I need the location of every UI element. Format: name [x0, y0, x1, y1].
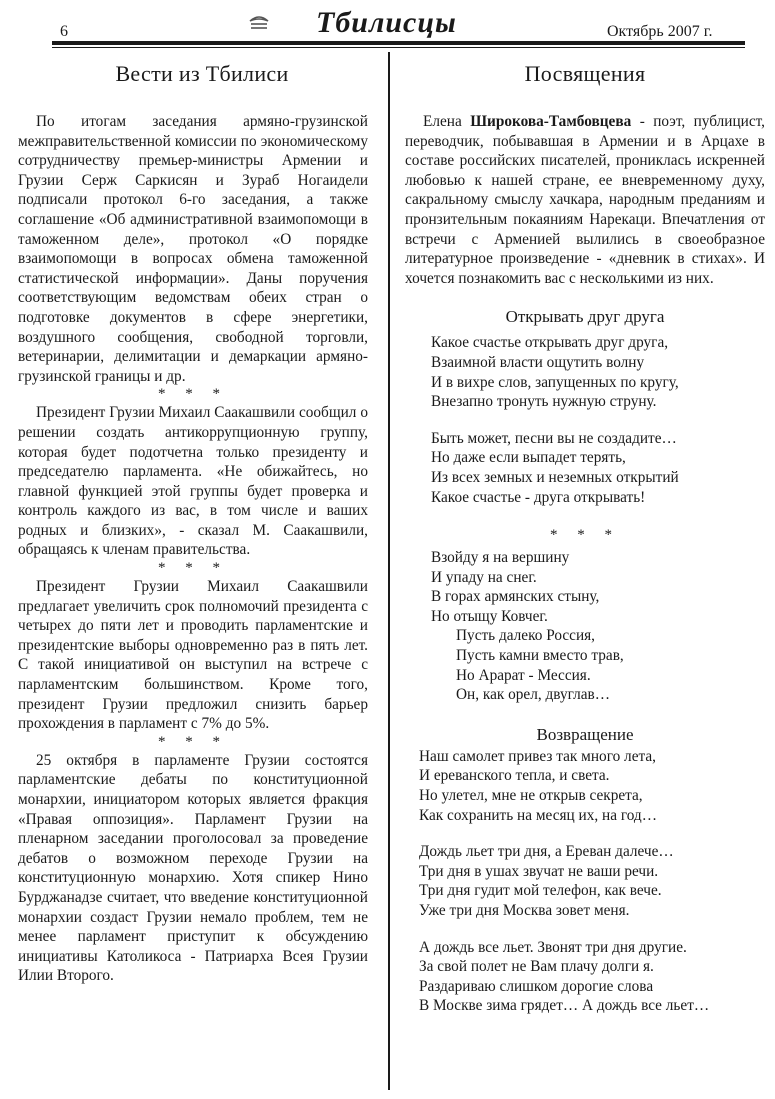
separator-stars: * * *	[550, 527, 620, 544]
issue-date: Октябрь 2007 г.	[607, 23, 713, 40]
news-paragraph: Президент Грузии Михаил Саакашвили предлагает увеличить срок полномочий президента с четырех до пяти лет и проводить парламентские и президентские выборы одновременно раз в пять лет. С такой инициативой он выступил на встрече с парламентским большинством. Кроме того, президент Грузии предложил снизить барьер прохождения в парламент с 7% до 5%.	[18, 578, 368, 733]
poem-line: А дождь все льет. Звонят три дня другие.	[419, 938, 687, 956]
section-title-news: Вести из Тбилиси	[115, 61, 289, 86]
poem-line: И в вихре слов, запущенных по кругу,	[431, 373, 679, 391]
poem-line: Какое счастье - друга открывать!	[431, 488, 646, 506]
separator-stars: * * *	[158, 560, 228, 577]
poem-line: Как сохранить на месяц их, на год…	[419, 806, 657, 824]
poem-title: Открывать друг друга	[505, 307, 665, 327]
poem-line: Но улетел, мне не открыв секрета,	[419, 787, 643, 805]
intro-text: - поэт, публицист, переводчик, побывавшая в Армении и в Арцахе в составе российских писателей, прониклась искренней любовью к нашей стране, ее вневременному духу, сакральному смыслу хачкара, народным преданиям и пронзительным покаяниям Нарекаци. Впечатления от встречи с Арменией вылились в своеобразное литературное произведение - «дневник в стихах». И хочется познакомить вас с несколькими из них.	[405, 113, 765, 287]
poem-line: Взаимной власти ощутить волну	[431, 353, 645, 371]
poem-body	[405, 747, 765, 1016]
poem-line: И ереванского тепла, и света.	[419, 767, 610, 785]
intro-paragraph	[405, 112, 765, 288]
poem-line: Внезапно тронуть нужную струну.	[431, 393, 657, 411]
section-title-dedications: Посвящения	[524, 61, 646, 86]
poem-line: Пусть камни вместо трав,	[456, 647, 624, 665]
poem-body	[405, 333, 765, 507]
news-column	[18, 56, 368, 986]
poem-line: Три дня в ушах звучат не ваши речи.	[419, 862, 659, 880]
poem-line: Но Арарат - Мессия.	[456, 666, 591, 684]
poem-line: И упаду на снег.	[431, 568, 537, 586]
news-paragraph: Президент Грузии Михаил Саакашвили сообщил о решении создать антикоррупционную группу, которая будет подотчетна только президенту и председателю парламента. «Не обижайтесь, но главной функцией этой группы будет проверка и контроль каждого из вас, в том числе и ваших родных и близких», - сказал М. Саакашвили, обращаясь к членам правительства.	[18, 404, 368, 559]
poem-line: Он, как орел, двуглав…	[456, 686, 611, 704]
poem-line: Но отыщу Ковчег.	[431, 607, 548, 625]
masthead-logo: Тбилисцы	[316, 6, 457, 39]
news-paragraph: По итогам заседания армяно-грузинской межправительственной комиссии по экономическому сотрудничеству премьер-министры Армении и Грузии Серж Саркисян и Зураб Ногаидели подписали протокол 6-го заседания, а также соглашение «Об административной взаимопомощи в таможенном деле», протокол «О порядке взаимопомощи в вопросах обмена таможенной статистической информации». Даны поручения соответствующим ведомствам обеих стран о подготовке документов в сфере энергетики, воздушного сообщения, свободной торговли, ветеринарии, делимитации и демаркации армяно-грузинской границы и др.	[18, 113, 368, 385]
poem-line: Но даже если выпадет терять,	[431, 449, 626, 467]
poem-line: Три дня гудит мой телефон, как вече.	[419, 882, 662, 900]
poem-line: Взойду я на вершину	[431, 549, 570, 567]
poem-line: Из всех земных и неземных открытий	[431, 468, 679, 486]
poem-line: В горах армянских стыну,	[431, 588, 600, 606]
page-number: 6	[60, 23, 68, 40]
page-header	[0, 0, 775, 48]
header-rule	[52, 41, 745, 45]
poem-line: За свой полет не Вам плачу долги я.	[419, 958, 654, 976]
header-rule-thin	[52, 47, 745, 48]
poem-line: Дождь льет три дня, а Ереван далече…	[419, 843, 674, 861]
poem-title: Возвращение	[536, 724, 634, 744]
column-divider	[388, 52, 390, 1090]
poem-line: В Москве зима грядет… А дождь все льет…	[419, 997, 710, 1015]
emblem-icon	[246, 12, 272, 34]
dedications-column	[405, 56, 765, 1016]
author-surname: Широкова-Тамбовцева	[470, 113, 632, 130]
poem-line: Раздариваю слишком дорогие слова	[419, 977, 654, 995]
news-paragraph: 25 октября в парламенте Грузии состоятся парламентские дебаты по конституционной монархии, инициатором которых является фракция «Правая оппозиция». Парламент Грузии на пленарном заседании проголосовал за проведение дебатов о возможном переходе Грузии на конституционную монархию. Хотя спикер Нино Бурджанадзе считает, что введение конституционной монархии создаст Грузии немало проблем, тем не менее парламент приступит к обсуждению инициативы Католикоса - Патриарха Всея Грузии Илии Второго.	[18, 751, 368, 985]
poem-body	[405, 548, 765, 705]
separator-stars: * * *	[158, 386, 228, 403]
poem-line: Пусть далеко Россия,	[456, 627, 596, 645]
poem-line: Уже три дня Москва зовет меня.	[419, 902, 630, 919]
poem-line: Какое счастье открывать друг друга,	[431, 334, 669, 352]
poem-line: Наш самолет привез так много лета,	[419, 747, 656, 765]
poem-line: Быть может, песни вы не создадите…	[431, 429, 677, 447]
separator-stars: * * *	[158, 733, 228, 750]
author-first-name: Елена	[423, 113, 462, 130]
